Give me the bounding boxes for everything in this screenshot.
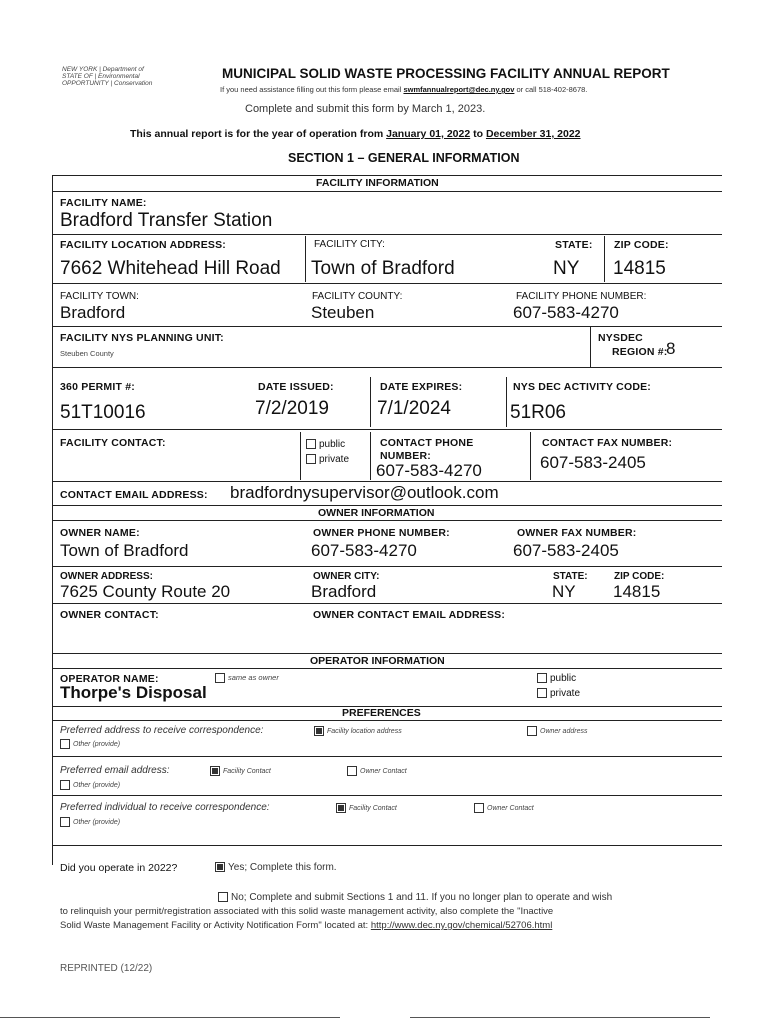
revision-date: REPRINTED (12/22) bbox=[60, 963, 153, 974]
checkbox-checked-icon bbox=[336, 803, 346, 813]
divider bbox=[52, 175, 722, 176]
planning-unit-label: FACILITY NYS PLANNING UNIT: bbox=[60, 332, 224, 344]
divider bbox=[52, 326, 722, 327]
preferences-section-heading: PREFERENCES bbox=[342, 707, 421, 719]
date-issued-label: DATE ISSUED: bbox=[258, 381, 334, 393]
owner-phone-field[interactable]: 607-583-4270 bbox=[311, 541, 417, 560]
divider bbox=[52, 481, 722, 482]
divider bbox=[52, 283, 722, 284]
divider bbox=[530, 432, 531, 480]
option-label: Other (provide) bbox=[73, 818, 121, 826]
facility-address-label: FACILITY LOCATION ADDRESS: bbox=[60, 239, 227, 251]
divider bbox=[300, 432, 301, 480]
facility-state-field[interactable]: NY bbox=[553, 258, 580, 279]
operator-private-option[interactable] bbox=[537, 688, 580, 699]
help-email-link[interactable]: swmfannualreport@dec.ny.gov bbox=[403, 85, 515, 94]
divider bbox=[52, 756, 722, 757]
contact-email-label: CONTACT EMAIL ADDRESS: bbox=[60, 489, 208, 501]
facility-name-field[interactable]: Bradford Transfer Station bbox=[60, 210, 273, 231]
contact-email-field[interactable]: bradfordnysupervisor@outlook.com bbox=[230, 483, 499, 502]
checkbox-icon bbox=[60, 739, 70, 749]
year-to: December 31, 2022 bbox=[485, 128, 581, 140]
contact-public-option[interactable] bbox=[306, 439, 345, 450]
public-label: public bbox=[550, 673, 577, 684]
checkbox-icon bbox=[60, 780, 70, 790]
divider bbox=[0, 1017, 340, 1018]
pref-individual-option-facility[interactable] bbox=[336, 803, 397, 813]
activity-code-field[interactable]: 51R06 bbox=[510, 402, 566, 423]
checkbox-checked-icon bbox=[215, 862, 225, 872]
activity-code-label: NYS DEC ACTIVITY CODE: bbox=[513, 381, 651, 393]
facility-zip-field[interactable]: 14815 bbox=[613, 258, 666, 279]
pref-address-option-other[interactable] bbox=[60, 739, 120, 749]
divider bbox=[52, 603, 722, 604]
operate-no-line3 bbox=[60, 920, 552, 931]
facility-state-label: STATE: bbox=[555, 239, 593, 251]
facility-city-field[interactable]: Town of Bradford bbox=[311, 258, 455, 279]
owner-contact-label: OWNER CONTACT: bbox=[60, 609, 159, 621]
same-as-owner-option[interactable] bbox=[215, 673, 279, 683]
year-from: January 01, 2022 bbox=[386, 128, 471, 140]
same-as-owner-label: same as owner bbox=[228, 673, 279, 682]
contact-phone-field[interactable]: 607-583-4270 bbox=[376, 461, 482, 480]
facility-city-label: FACILITY CITY: bbox=[314, 239, 385, 250]
private-label: private bbox=[550, 688, 581, 699]
facility-town-field[interactable]: Bradford bbox=[60, 303, 126, 322]
divider bbox=[52, 234, 722, 235]
planning-unit-value[interactable]: Steuben County bbox=[60, 349, 114, 358]
help-line bbox=[220, 85, 587, 94]
region-field[interactable]: 8 bbox=[666, 339, 676, 358]
option-label: Owner address bbox=[540, 727, 588, 735]
divider bbox=[52, 795, 722, 796]
checkbox-icon bbox=[537, 688, 547, 698]
year-prefix: This annual report is for the year of operation from bbox=[130, 128, 384, 140]
facility-county-field[interactable]: Steuben bbox=[311, 303, 375, 322]
divider bbox=[52, 845, 722, 846]
submit-deadline: Complete and submit this form by March 1, 2023. bbox=[245, 103, 486, 115]
option-label: Facility location address bbox=[327, 727, 402, 735]
facility-address-field[interactable]: 7662 Whitehead Hill Road bbox=[60, 258, 281, 279]
facility-phone-field[interactable]: 607-583-4270 bbox=[513, 303, 619, 322]
facility-section-heading: FACILITY INFORMATION bbox=[316, 177, 439, 189]
checkbox-icon bbox=[215, 673, 225, 683]
help-prefix: If you need assistance filling out this form please email bbox=[220, 85, 402, 94]
divider bbox=[52, 668, 722, 669]
divider bbox=[604, 236, 605, 282]
divider bbox=[590, 327, 591, 367]
checkbox-icon bbox=[474, 803, 484, 813]
divider bbox=[52, 720, 722, 721]
pref-email-option-facility[interactable] bbox=[210, 766, 271, 776]
divider bbox=[305, 236, 306, 282]
checkbox-checked-icon bbox=[210, 766, 220, 776]
date-expires-label: DATE EXPIRES: bbox=[380, 381, 463, 393]
owner-address-label: OWNER ADDRESS: bbox=[60, 571, 153, 582]
operator-section-heading: OPERATOR INFORMATION bbox=[310, 655, 445, 667]
facility-town-label: FACILITY TOWN: bbox=[60, 291, 139, 302]
operate-yes-option[interactable] bbox=[215, 862, 337, 873]
facility-zip-label: ZIP CODE: bbox=[614, 239, 669, 251]
facility-phone-label: FACILITY PHONE NUMBER: bbox=[516, 291, 647, 302]
date-issued-field[interactable]: 7/2/2019 bbox=[255, 398, 329, 419]
checkbox-icon bbox=[347, 766, 357, 776]
region-label-line1: NYSDEC bbox=[598, 332, 643, 344]
option-label: Facility Contact bbox=[223, 767, 271, 775]
owner-fax-field[interactable]: 607-583-2405 bbox=[513, 541, 619, 560]
facility-contact-label: FACILITY CONTACT: bbox=[60, 437, 166, 449]
owner-zip-field[interactable]: 14815 bbox=[613, 582, 661, 601]
owner-fax-label: OWNER FAX NUMBER: bbox=[517, 527, 637, 539]
operate-no-option[interactable] bbox=[218, 892, 612, 903]
option-label: Other (provide) bbox=[73, 740, 121, 748]
checkbox-icon bbox=[218, 892, 228, 902]
owner-address-field[interactable]: 7625 County Route 20 bbox=[60, 582, 231, 601]
divider bbox=[370, 432, 371, 480]
region-label-line2: REGION #: bbox=[612, 346, 668, 358]
pref-email-option-other[interactable] bbox=[60, 780, 120, 790]
divider bbox=[52, 520, 722, 521]
facility-county-label: FACILITY COUNTY: bbox=[312, 291, 403, 302]
pref-individual-option-owner[interactable] bbox=[474, 803, 534, 813]
permit-label: 360 PERMIT #: bbox=[60, 381, 135, 393]
agency-line: OPPORTUNITY | Conservation bbox=[62, 80, 153, 87]
owner-state-field[interactable]: NY bbox=[552, 582, 576, 601]
owner-section-heading: OWNER INFORMATION bbox=[318, 507, 435, 519]
checkbox-icon bbox=[306, 439, 316, 449]
pref-individual-question: Preferred individual to receive correspondence: bbox=[60, 802, 270, 813]
help-suffix: or call 518-402-8678. bbox=[516, 85, 588, 94]
agency-logo bbox=[62, 66, 202, 87]
option-label: Facility Contact bbox=[349, 804, 397, 812]
private-label: private bbox=[319, 454, 350, 465]
checkbox-icon bbox=[60, 817, 70, 827]
agency-line: NEW YORK | Department of bbox=[62, 66, 144, 73]
divider bbox=[52, 505, 722, 506]
inactive-form-text: Solid Waste Management Facility or Activity Notification Form" located at: bbox=[60, 920, 369, 931]
pref-email-question: Preferred email address: bbox=[60, 765, 170, 776]
checkbox-checked-icon bbox=[314, 726, 324, 736]
owner-city-label: OWNER CITY: bbox=[313, 571, 380, 582]
divider bbox=[52, 566, 722, 567]
contact-private-option[interactable] bbox=[306, 454, 349, 465]
divider bbox=[52, 653, 722, 654]
date-expires-field[interactable]: 7/1/2024 bbox=[377, 398, 451, 419]
owner-city-field[interactable]: Bradford bbox=[311, 582, 377, 601]
option-label: Yes; Complete this form. bbox=[228, 862, 337, 873]
pref-individual-option-other[interactable] bbox=[60, 817, 120, 827]
public-label: public bbox=[319, 439, 346, 450]
option-label: Other (provide) bbox=[73, 781, 121, 789]
pref-address-option-facility[interactable] bbox=[314, 726, 402, 736]
divider bbox=[370, 377, 371, 427]
owner-zip-label: ZIP CODE: bbox=[614, 571, 665, 582]
divider bbox=[410, 1017, 710, 1018]
owner-name-field[interactable]: Town of Bradford bbox=[60, 541, 189, 560]
checkbox-icon bbox=[527, 726, 537, 736]
section-title: SECTION 1 – GENERAL INFORMATION bbox=[288, 151, 520, 165]
owner-email-label: OWNER CONTACT EMAIL ADDRESS: bbox=[313, 609, 506, 621]
divider bbox=[506, 377, 507, 427]
pref-address-question: Preferred address to receive correspondence: bbox=[60, 725, 264, 736]
report-year-line bbox=[130, 128, 581, 140]
divider bbox=[52, 367, 722, 368]
facility-name-label: FACILITY NAME: bbox=[60, 197, 147, 209]
operate-question: Did you operate in 2022? bbox=[60, 862, 178, 874]
operator-name-field[interactable]: Thorpe's Disposal bbox=[60, 683, 207, 702]
operator-public-option[interactable] bbox=[537, 673, 576, 684]
contact-phone-label-line1: CONTACT PHONE bbox=[380, 437, 474, 449]
report-title: MUNICIPAL SOLID WASTE PROCESSING FACILITY ANNUAL REPORT bbox=[222, 66, 670, 81]
operate-no-line2: to relinquish your permit/registration associated with this solid waste management activity, also complete the "Inactive bbox=[60, 906, 554, 917]
agency-line: STATE OF | Environmental bbox=[62, 73, 140, 80]
year-to-word: to bbox=[473, 128, 484, 140]
operator-name-label: OPERATOR NAME: bbox=[60, 673, 159, 685]
divider bbox=[52, 429, 722, 430]
option-label: No; Complete and submit Sections 1 and 11. If you no longer plan to operate and wish bbox=[231, 892, 613, 903]
permit-field[interactable]: 51T10016 bbox=[60, 402, 146, 423]
owner-phone-label: OWNER PHONE NUMBER: bbox=[313, 527, 450, 539]
option-label: Owner Contact bbox=[360, 767, 407, 775]
divider bbox=[52, 191, 722, 192]
contact-fax-label: CONTACT FAX NUMBER: bbox=[542, 437, 673, 449]
inactive-form-link[interactable]: http://www.dec.ny.gov/chemical/52706.html bbox=[370, 920, 553, 931]
pref-address-option-owner[interactable] bbox=[527, 726, 587, 736]
contact-phone-label-line2: NUMBER: bbox=[380, 450, 431, 462]
contact-fax-field[interactable]: 607-583-2405 bbox=[540, 453, 646, 472]
checkbox-icon bbox=[537, 673, 547, 683]
pref-email-option-owner[interactable] bbox=[347, 766, 407, 776]
option-label: Owner Contact bbox=[487, 804, 534, 812]
checkbox-icon bbox=[306, 454, 316, 464]
owner-name-label: OWNER NAME: bbox=[60, 527, 140, 539]
owner-state-label: STATE: bbox=[553, 571, 588, 582]
